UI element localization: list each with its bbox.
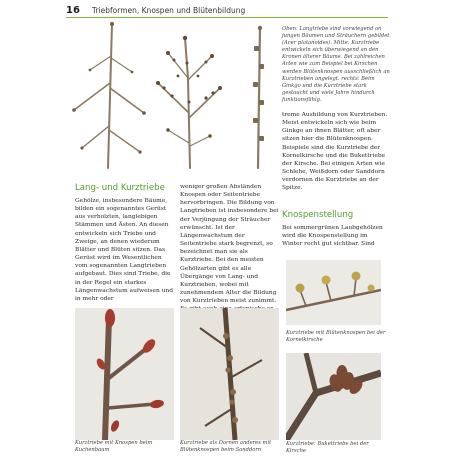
running-title: Triebformen, Knospen und Blütenbildung (92, 6, 246, 15)
photo-kirsche (286, 353, 381, 440)
section-heading-lang-kurztriebe: Lang- und Kurztriebe (75, 183, 165, 193)
page-number: 16 (66, 5, 80, 16)
caption-kirsche: Kurztriebe: Bukettriebe bei der Kirsche (286, 441, 369, 455)
column1-text: Gehölze, insbesondere Bäume, bilden ein sogenanntes Gerüst aus verholzten, langlebigen Stämmen und Ästen. An diesen entwickeln sich Triebe und Zweige, an denen wiederum Blätter und Blüten sitzen. Das Gerüst wird im Wesentlichen vom sogenannten Langtrieben aufgebaut. Dies sind Triebe, die in der Regel ein starkes Längenwachstum aufweisen und in mehr oder (75, 198, 173, 302)
column2-text: weniger großen Abständen Knospen oder Seitentriebe hervorbringen. Die Bildung von Langtrieben ist insbesondere bei der Verjüngung der Sträucher erwünscht. Ist der Längenwachstum der Seitentriebe stark begrenzt, so bezeichnet man sie als Kurztriebe. Bei den meisten Gehölzarten gibt es alle Übergänge von Lang- und Kurztrieben, wobei mit zunehmendem Alter die Bildung von Kurztrieben meist zunimmt. (180, 184, 279, 305)
caption-kornelkirsche: Kurztriebe mit Blütenknospen bei der Kornelkirsche (286, 330, 386, 344)
photo-kornelkirsche (286, 260, 381, 325)
twig-illustrations (60, 18, 285, 178)
caption-sanddorn: Kurztriebe als Dornen anderes mit Blütenknospen beim Sanddorn (180, 440, 272, 454)
langtrieb-drawing (74, 24, 144, 168)
column3-top-text: treme Ausbildung von Kurztrieben. Meist entwickeln sich wie beim Ginkgo an ihnen Blätter, oft aber sitzen hier die Blütenknospen. Beispiele sind die Kurztriebe der Kornelkirsche und die Bukettriebe der Kirsche. Bei einigen Arten wie Schlehe, Weißdorn oder Sanddorn verdornen die Kurztriebe an der Spitze. (282, 112, 388, 192)
photo-kuchenbaum (75, 308, 174, 440)
top-figure-caption: Oben: Langtriebe sind vorwiegend an jungen Bäumen und Sträuchern gebildet (Acer platanoides). Mitte: Kurztriebe entwickeln sich überwiegend an den Kronen älterer Bäume. Bei zahlreichen Arten wie zum Beispiel bei Kirschen werden Blütenknospen ausschließlich an Kurztrieben angelegt. rechts: Beim Ginkgo und die Kurztriebe stark gestaucht und viele Jahre hindurch funktionsfähig. (282, 26, 390, 103)
section-heading-knospenstellung: Knospenstellung (282, 210, 354, 220)
caption-kuchenbaum: Kurztriebe mit Knospen beim Kuchenbaum (75, 440, 153, 454)
photo-sanddorn (180, 308, 279, 440)
column3-bottom-text: Bei sommergrünen Laubgehölzen wird die Knospenstellung im Winter recht gut sichtbar. Sind (282, 225, 383, 248)
